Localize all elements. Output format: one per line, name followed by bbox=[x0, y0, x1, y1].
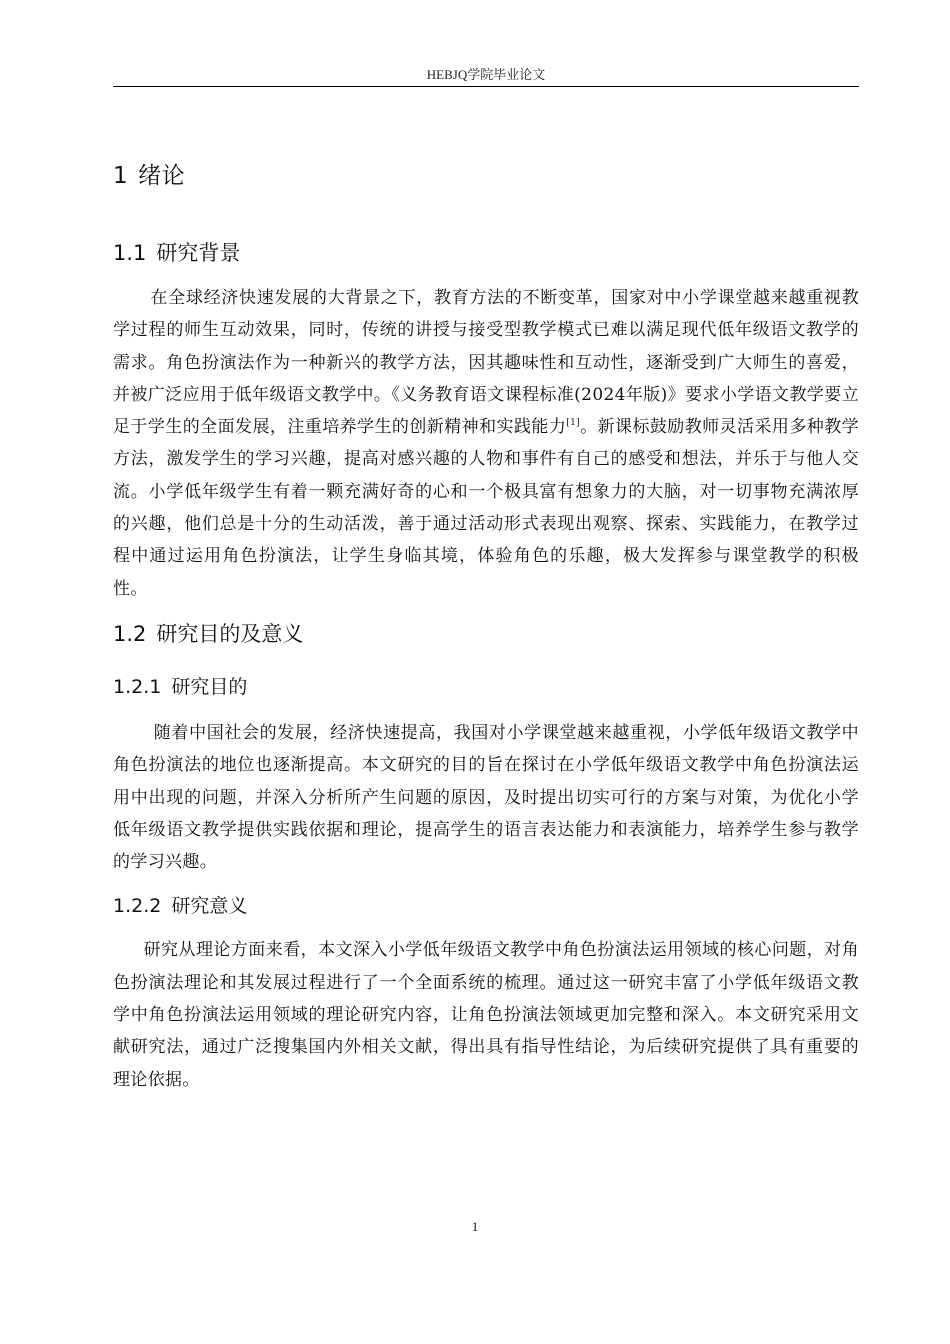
page-number: 1 bbox=[471, 1219, 479, 1234]
subsection-title: 研究意义 bbox=[171, 895, 248, 918]
subsection-heading-1-2-1 bbox=[113, 667, 859, 707]
section-heading-1-2 bbox=[113, 613, 859, 655]
chapter-heading bbox=[113, 150, 859, 202]
header-rule bbox=[113, 86, 859, 87]
citation-ref: [1] bbox=[566, 418, 581, 429]
section-number: 1.2 bbox=[113, 621, 147, 646]
running-header: HEBJQ学院毕业论文 bbox=[426, 67, 546, 82]
paragraph-text: 在全球经济快速发展的大背景之下，教育方法的不断变革，国家对中小学课堂越来越重视教学过程的师生互动效果，同时，传统的讲授与接受型教学模式已难以满足现代低年级语文教学的需求。角色扮演法作为一种新兴的教学方法，因其趣味性和互动性，逐渐受到广大师生的喜爱，并被广泛应用于低年级语文教学中。《义务教育语文课程标准(2024年版)》要求小学语文教学要立足于学生的全面发展，注重培养学生的创新精神和实践能力 bbox=[113, 288, 859, 438]
page-body bbox=[113, 150, 859, 1096]
section-number: 1.1 bbox=[113, 241, 147, 265]
chapter-title: 绪论 bbox=[138, 163, 186, 189]
subsection-number: 1.2.2 bbox=[113, 895, 162, 918]
paragraph-text: 。新课标鼓励教师灵活采用多种教学方法，激发学生的学习兴趣，提高对感兴趣的人物和事件有自己的感受和想法，并乐于与他人交流。小学低年级学生有着一颗充满好奇的心和一个极具富有想象力的大脑，对一切事物充满浓厚的兴趣，他们总是十分的生动活泼，善于通过活动形式表现出观察、探索、实践能力，在教学过程中通过运用角色扮演法，让学生身临其境，体验角色的乐趣，极大发挥参与课堂教学的积极性。 bbox=[113, 417, 859, 599]
paragraph-significance: 研究从理论方面来看，本文深入小学低年级语文教学中角色扮演法运用领域的核心问题，对角色扮演法理论和其发展过程进行了一个全面系统的梳理。通过这一研究丰富了小学低年级语文教学中角色扮演法运用领域的理论研究内容，让角色扮演法领域更加完整和深入。本文研究采用文献研究法，通过广泛搜集国内外相关文献，得出具有指导性结论，为后续研究提供了具有重要的理论依据。 bbox=[113, 940, 859, 1090]
section-title: 研究目的及意义 bbox=[156, 621, 304, 646]
paragraph-background bbox=[113, 282, 859, 605]
subsection-title: 研究目的 bbox=[171, 675, 248, 698]
subsection-number: 1.2.1 bbox=[113, 675, 162, 698]
section-heading-1-1 bbox=[113, 232, 859, 274]
chapter-number: 1 bbox=[113, 163, 129, 189]
subsection-heading-1-2-2 bbox=[113, 886, 859, 926]
section-title: 研究背景 bbox=[156, 241, 241, 265]
paragraph-purpose: 随着中国社会的发展，经济快速提高，我国对小学课堂越来越重视，小学低年级语文教学中角色扮演法的地位也逐渐提高。本文研究的目的旨在探讨在小学低年级语文教学中角色扮演法运用中出现的问题，并深入分析所产生问题的原因，及时提出切实可行的方案与对策，为优化小学低年级语文教学提供实践依据和理论，提高学生的语言表达能力和表演能力，培养学生参与教学的学习兴趣。 bbox=[113, 722, 859, 873]
